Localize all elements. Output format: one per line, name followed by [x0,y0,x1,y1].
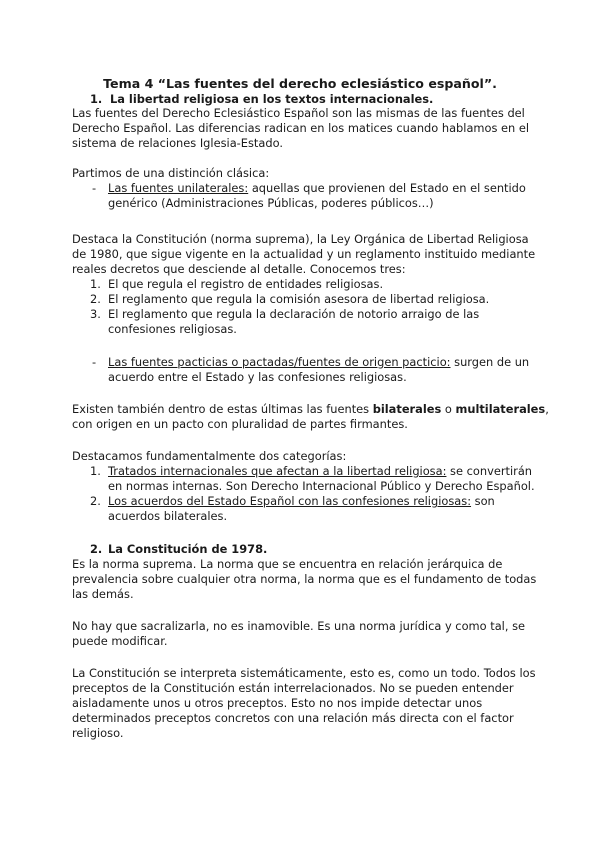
dash-item-line-2: genérico (Administraciones Públicas, poderes públicos…) [108,196,434,210]
term-multilaterales: multilaterales [455,402,546,416]
term-tratados: Tratados internacionales que afectan a la libertad religiosa: [108,464,447,478]
list-item-text: se convertirán [446,464,533,478]
s1-p1-line-2: Derecho Español. Las diferencias radican en los matices cuando hablamos en el [72,121,530,135]
term-bilaterales: bilaterales [372,402,442,416]
s1-p1-line-1: Las fuentes del Derecho Eclesiástico Español son las mismas de las fuentes del [72,106,525,120]
s2-p3-line-5: religioso. [72,726,124,740]
s2-p1-line-3: las demás. [72,587,134,601]
term-pacticias: Las fuentes pacticias o pactadas/fuentes de origen pacticio: [108,355,451,369]
s2-p1-line-1: Es la norma suprema. La norma que se encuentra en relación jerárquica de [72,557,503,571]
term-unilaterales: Las fuentes unilaterales: [108,181,249,195]
list-number: 2. [90,292,101,306]
s2-p2-line-2: puede modificar. [72,634,168,648]
dash-marker: - [92,355,97,369]
p4-pre: Existen también dentro de estas últimas las fuentes [72,402,373,416]
list-item-acuerdos [108,494,495,509]
dash-item-text: aquellas que provienen del Estado en el sentido [248,181,526,195]
section-1-number: 1. [90,92,103,106]
s1-p4-line-2: con origen en un pacto con pluralidad de partes firmantes. [72,417,408,431]
list-number: 1. [90,277,101,291]
s1-p2: Partimos de una distinción clásica: [72,166,270,180]
s1-p3-line-1: Destaca la Constitución (norma suprema), la Ley Orgánica de Libertad Religiosa [72,232,529,246]
s2-p3-line-4: determinados preceptos concretos con una relación más directa con el factor [72,711,514,725]
list-item-line-2: confesiones religiosas. [108,322,237,336]
list-item: El reglamento que regula la comisión asesora de libertad religiosa. [108,292,490,306]
dash-item-line-2: acuerdo entre el Estado y las confesiones religiosas. [108,370,407,384]
s1-p3-line-2: de 1980, que sigue vigente en la actualidad y un reglamento instituido mediante [72,247,536,261]
s2-p3-line-2: preceptos de la Constitución están interrelacionados. No se pueden entender [72,681,514,695]
s2-p1-line-2: prevalencia sobre cualquier otra norma, la norma que es el fundamento de todas [72,572,537,586]
s1-p5: Destacamos fundamentalmente dos categorías: [72,449,347,463]
p4-post: , [545,402,549,416]
s2-p3-line-1: La Constitución se interpreta sistemáticamente, esto es, como un todo. Todos los [72,666,536,680]
list-item-tratados [108,464,532,479]
section-2-heading: La Constitución de 1978. [108,542,268,556]
section-2-number: 2. [90,542,103,556]
s1-p3-line-3: reales decretos que desciende al detalle. Conocemos tres: [72,262,406,276]
p4-mid: o [441,402,456,416]
list-number: 2. [90,494,101,508]
section-1-heading: La libertad religiosa en los textos internacionales. [110,92,434,106]
s1-p1-line-3: sistema de relaciones Iglesia-Estado. [72,136,283,150]
list-item: El reglamento que regula la declaración de notorio arraigo de las [108,307,480,321]
dash-item-unilaterales [108,181,526,196]
list-number: 3. [90,307,101,321]
s1-p4 [72,402,549,417]
dash-item-text: surgen de un [450,355,530,369]
list-item-line-2: en normas internas. Son Derecho Internacional Público y Derecho Español. [108,479,535,493]
dash-marker: - [92,181,97,195]
document-title: Tema 4 “Las fuentes del derecho eclesiástico español”. [103,76,497,91]
term-acuerdos: Los acuerdos del Estado Español con las confesiones religiosas: [108,494,472,508]
list-item: El que regula el registro de entidades religiosas. [108,277,384,291]
dash-item-pacticias [108,355,529,370]
list-item-line-2: acuerdos bilaterales. [108,509,228,523]
s2-p2-line-1: No hay que sacralizarla, no es inamovible. Es una norma jurídica y como tal, se [72,619,526,633]
list-number: 1. [90,464,101,478]
s2-p3-line-3: aisladamente unos u otros preceptos. Esto no nos impide detectar unos [72,696,483,710]
list-item-text: son [471,494,495,508]
